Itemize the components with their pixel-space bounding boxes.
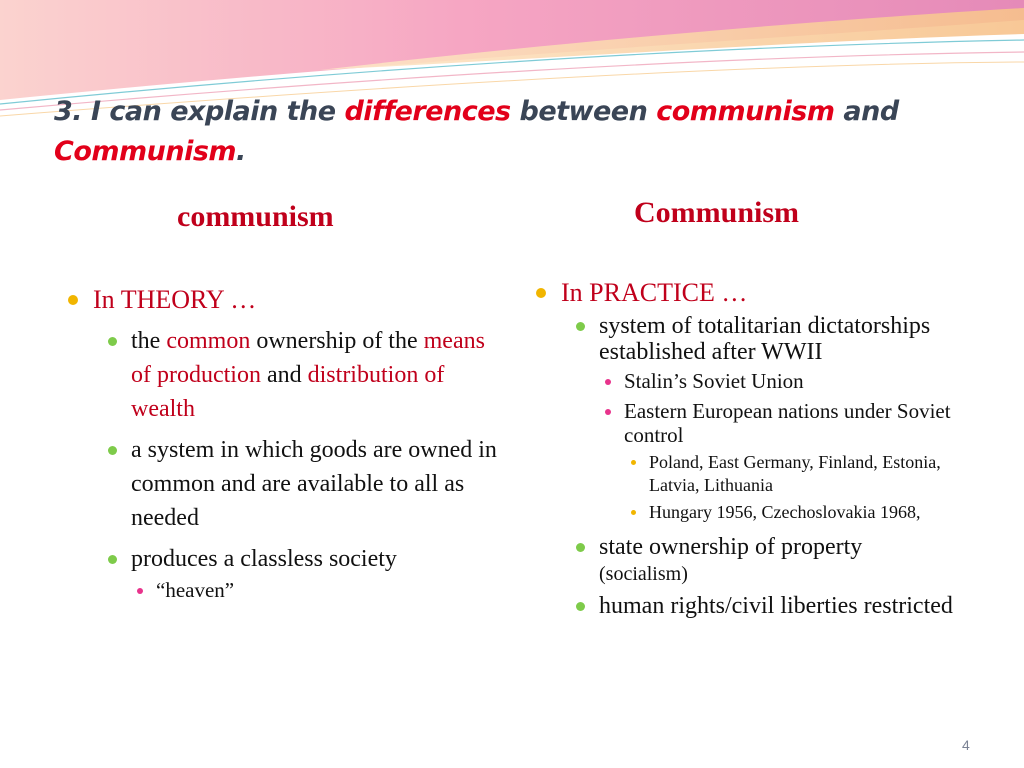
bullet-icon	[536, 288, 546, 298]
right-sub-sub-bullet-years: Hungary 1956, Czechoslovakia 1968,	[626, 501, 974, 524]
left-main-bullet: In THEORY … the common ownership of the means of production and distribution of wealth a system in which goods are owned in common and are available to all as needed produces a classless society “heaven”	[66, 284, 506, 602]
left-column-heading: communism	[177, 200, 334, 233]
bullet-icon	[108, 555, 117, 564]
slide-title: 3. I can explain the differences between communism and Communism.	[54, 96, 899, 167]
right-column-heading: Communism	[634, 196, 800, 229]
left-sub-bullet-heaven: “heaven”	[133, 578, 506, 602]
bullet-icon	[631, 460, 636, 465]
right-column	[534, 277, 974, 619]
right-bullet-rights-restricted: human rights/civil liberties restricted	[574, 593, 974, 619]
right-main-bullet: In PRACTICE … system of totalitarian dictatorships established after WWII Stalin’s Soviet Union Eastern European nations under Soviet control Poland, East Germany, Finland, Estonia, Latvia, Lithuania Hungary 1956, Czechoslovakia 1968, state ownership of property (socialism) human rights/civil liberties restricted	[534, 277, 974, 619]
left-column	[66, 284, 506, 602]
right-sub-bullet-eastern-europe: Eastern European nations under Soviet control Poland, East Germany, Finland, Estonia, Latvia, Lithuania Hungary 1956, Czechoslovakia 1968,	[601, 399, 974, 524]
bullet-icon	[108, 337, 117, 346]
bullet-icon	[576, 322, 585, 331]
page-number: 4	[962, 737, 970, 753]
right-bullet-state-ownership: state ownership of property (socialism)	[574, 534, 974, 587]
bullet-icon	[631, 510, 636, 515]
bullet-icon	[605, 379, 611, 385]
bullet-icon	[108, 446, 117, 455]
bullet-icon	[68, 295, 78, 305]
bullet-icon	[576, 543, 585, 552]
right-bullet-dictatorships: system of totalitarian dictatorships established after WWII Stalin’s Soviet Union Eastern European nations under Soviet control Poland, East Germany, Finland, Estonia, Latvia, Lithuania Hungary 1956, Czechoslovakia 1968,	[574, 313, 974, 524]
left-bullet-classless: produces a classless society “heaven”	[106, 542, 506, 602]
right-sub-bullet-soviet-union: Stalin’s Soviet Union	[601, 369, 974, 393]
bullet-icon	[605, 409, 611, 415]
left-bullet-ownership: the common ownership of the means of production and distribution of wealth	[106, 324, 506, 426]
right-sub-sub-bullet-countries: Poland, East Germany, Finland, Estonia, Latvia, Lithuania	[626, 451, 974, 497]
left-bullet-system: a system in which goods are owned in common and are available to all as needed	[106, 433, 506, 535]
bullet-icon	[137, 588, 143, 594]
bullet-icon	[576, 602, 585, 611]
